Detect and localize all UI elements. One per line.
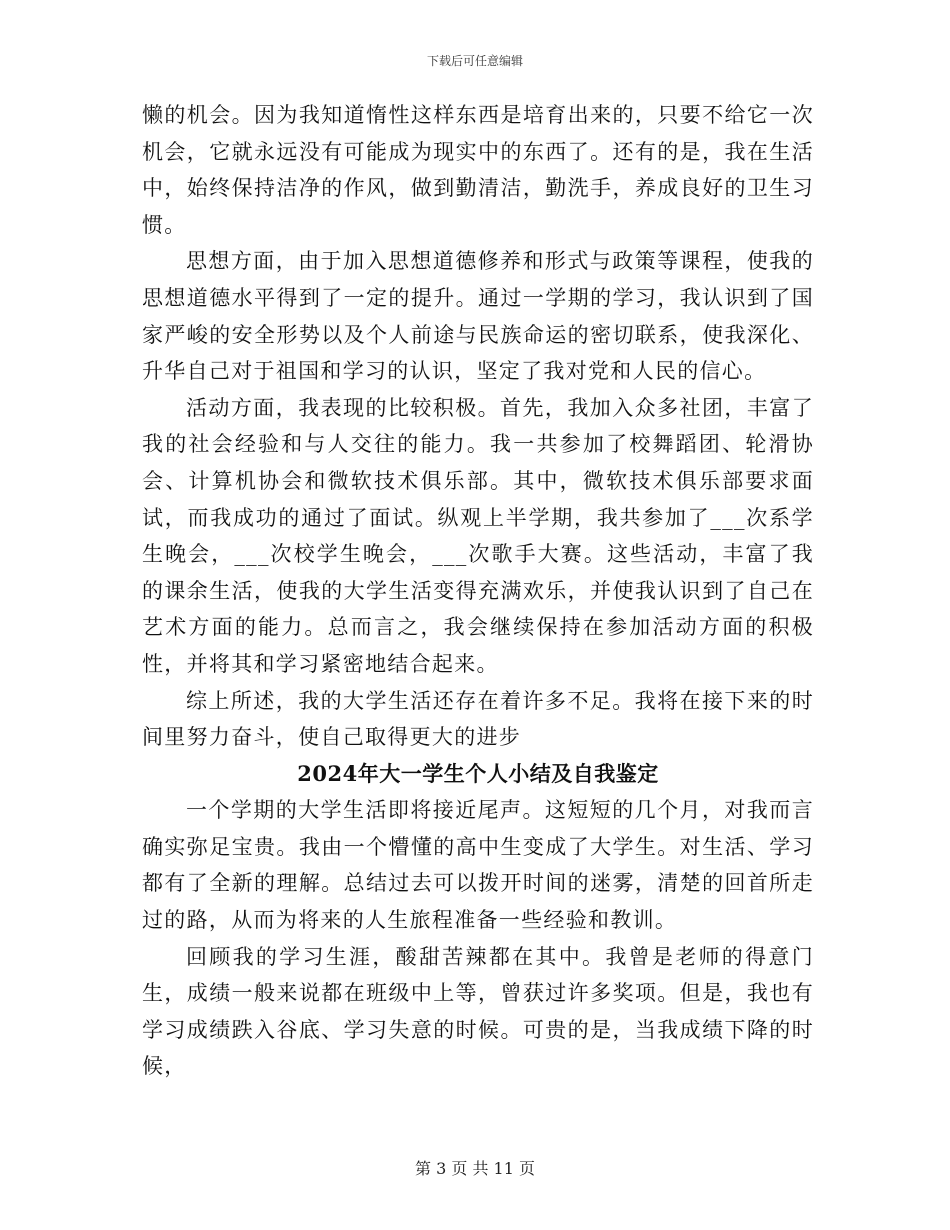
paragraph-activities: 活动方面，我表现的比较积极。首先，我加入众多社团，丰富了我的社会经验和与人交往的能力。我一共参加了校舞蹈团、轮滑协会、计算机协会和微软技术俱乐部。其中，微软技术俱乐部要求面试，而我成功的通过了面试。纵观上半学期，我共参加了___次系学生晚会，___次校学生晚会，___次歌手大赛。这些活动，丰富了我的课余生活，使我的大学生活变得充满欢乐，并使我认识到了自己在艺术方面的能力。总而言之，我会继续保持在参加活动方面的积极性，并将其和学习紧密地结合起来。 <box>142 395 814 676</box>
paragraph-summary: 综上所述，我的大学生活还存在着许多不足。我将在接下来的时间里努力奋斗，使自己取得更大的进步 <box>142 688 814 750</box>
paragraph-intro: 一个学期的大学生活即将接近尾声。这短短的几个月，对我而言确实弥足宝贵。我由一个懵懂的高中生变成了大学生。对生活、学习都有了全新的理解。总结过去可以拨开时间的迷雾，清楚的回首所走过的路，从而为将来的人生旅程准备一些经验和教训。 <box>142 798 814 933</box>
section-title: 2024年大一学生个人小结及自我鉴定 <box>297 760 659 786</box>
paragraph-continuation: 懒的机会。因为我知道惰性这样东西是培育出来的，只要不给它一次机会，它就永远没有可能成为现实中的东西了。还有的是，我在生活中，始终保持洁净的作风，做到勤清洁，勤洗手，养成良好的卫生习惯。 <box>142 103 814 237</box>
page-footer: 第 3 页 共 11 页 <box>415 1159 535 1178</box>
paragraph-thought: 思想方面，由于加入思想道德修养和形式与政策等课程，使我的思想道德水平得到了一定的提升。通过一学期的学习，我认识到了国家严峻的安全形势以及个人前途与民族命运的密切联系，使我深化、升华自己对于祖国和学习的认识，坚定了我对党和人民的信心。 <box>142 249 814 384</box>
page-header: 下载后可任意编辑 <box>426 54 523 68</box>
paragraph-study: 回顾我的学习生涯，酸甜苦辣都在其中。我曾是老师的得意门生，成绩一般来说都在班级中上等，曾获过许多奖项。但是，我也有学习成绩跌入谷底、学习失意的时候。可贵的是，当我成绩下降的时候， <box>142 944 814 1079</box>
document-body <box>142 97 814 1085</box>
